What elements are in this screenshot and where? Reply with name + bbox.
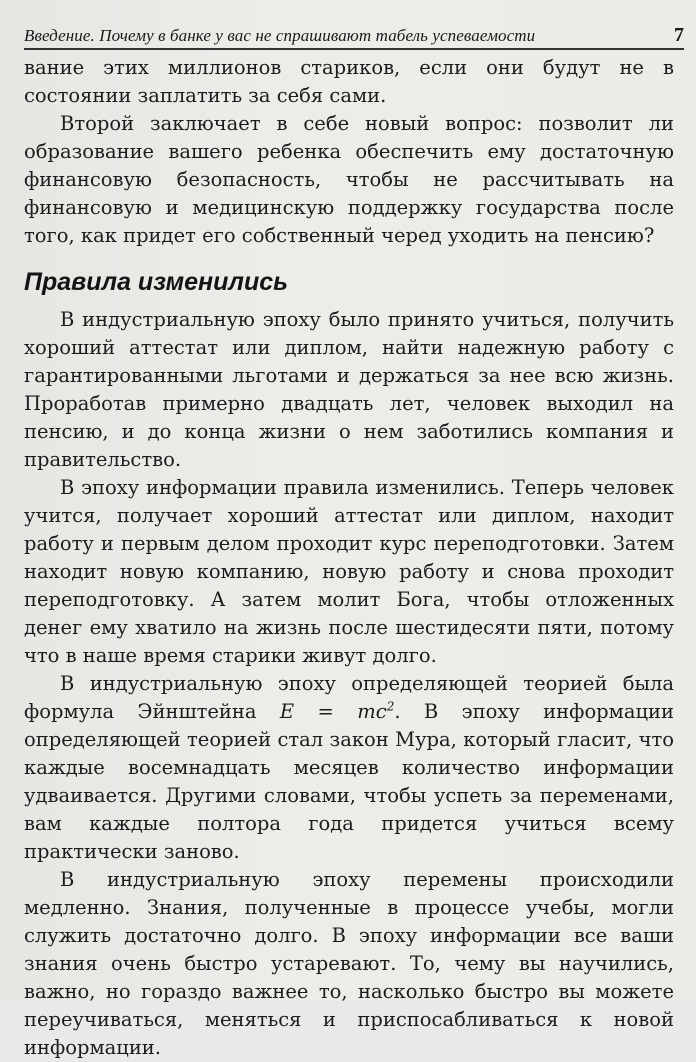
paragraph-second-question: Второй заключает в себе новый вопрос: позволит ли образование вашего ребенка обеспечить ему достаточную финансовую безопасность, чтобы не рассчитывать на финансовую и медицинскую поддержку государства после того, как придет его собственный черед уходить на пенсию? [24, 112, 674, 247]
paragraph-industrial-era: В индустриальную эпоху было принято учиться, получить хороший аттестат или диплом, найти надежную работу с гарантированными льготами и держаться за нее всю жизнь. Проработав примерно двадцать лет, человек выходил на пенсию, и до конца жизни о нем заботились компания и правительство. [24, 308, 674, 471]
running-header [24, 22, 684, 50]
formula-base: E = mc [279, 700, 387, 723]
formula-exponent: 2 [386, 699, 395, 714]
running-header-title: Введение. Почему в банке у вас не спрашивают табель успеваемости [24, 26, 536, 45]
section-heading: Правила изменились [24, 268, 288, 296]
paragraph-moore-text: . В эпоху информации определяющей теорией стал закон Мура, который гласит, что каждые восемнадцать месяцев количество информации удваивается. Другими словами, чтобы успеть за переменами, вам каждые полтора года придется учиться всему практически заново. [24, 700, 674, 863]
einstein-formula [280, 700, 394, 723]
paragraph-continuation: вание этих миллионов стариков, если они будут не в состоянии заплатить за себя сами. [24, 56, 674, 107]
page-number: 7 [674, 24, 684, 46]
paragraph-einstein-moore [24, 670, 674, 866]
paragraph-change-speed: В индустриальную эпоху перемены происходили медленно. Знания, полученные в процессе учебы, могли служить достаточно долго. В эпоху информации все ваши знания очень быстро устаревают. То, чему вы научились, важно, но гораздо важнее то, насколько быстро вы можете переучиваться, меняться и приспосабливаться к новой информации. [24, 868, 674, 1059]
page-body [24, 54, 674, 1062]
paragraph-information-era: В эпоху информации правила изменились. Теперь человек учится, получает хороший аттестат или диплом, находит работу и первым делом проходит курс переподготовки. Затем находит новую компанию, новую работу и снова проходит переподготовку. А затем молит Бога, чтобы отложенных денег ему хватило на жизнь после шестидесяти пяти, потому что в наше время старики живут долго. [24, 476, 674, 667]
paragraph-einstein-text: В индустриальную эпоху определяющей теорией была формула Эйнштейна [24, 672, 674, 723]
